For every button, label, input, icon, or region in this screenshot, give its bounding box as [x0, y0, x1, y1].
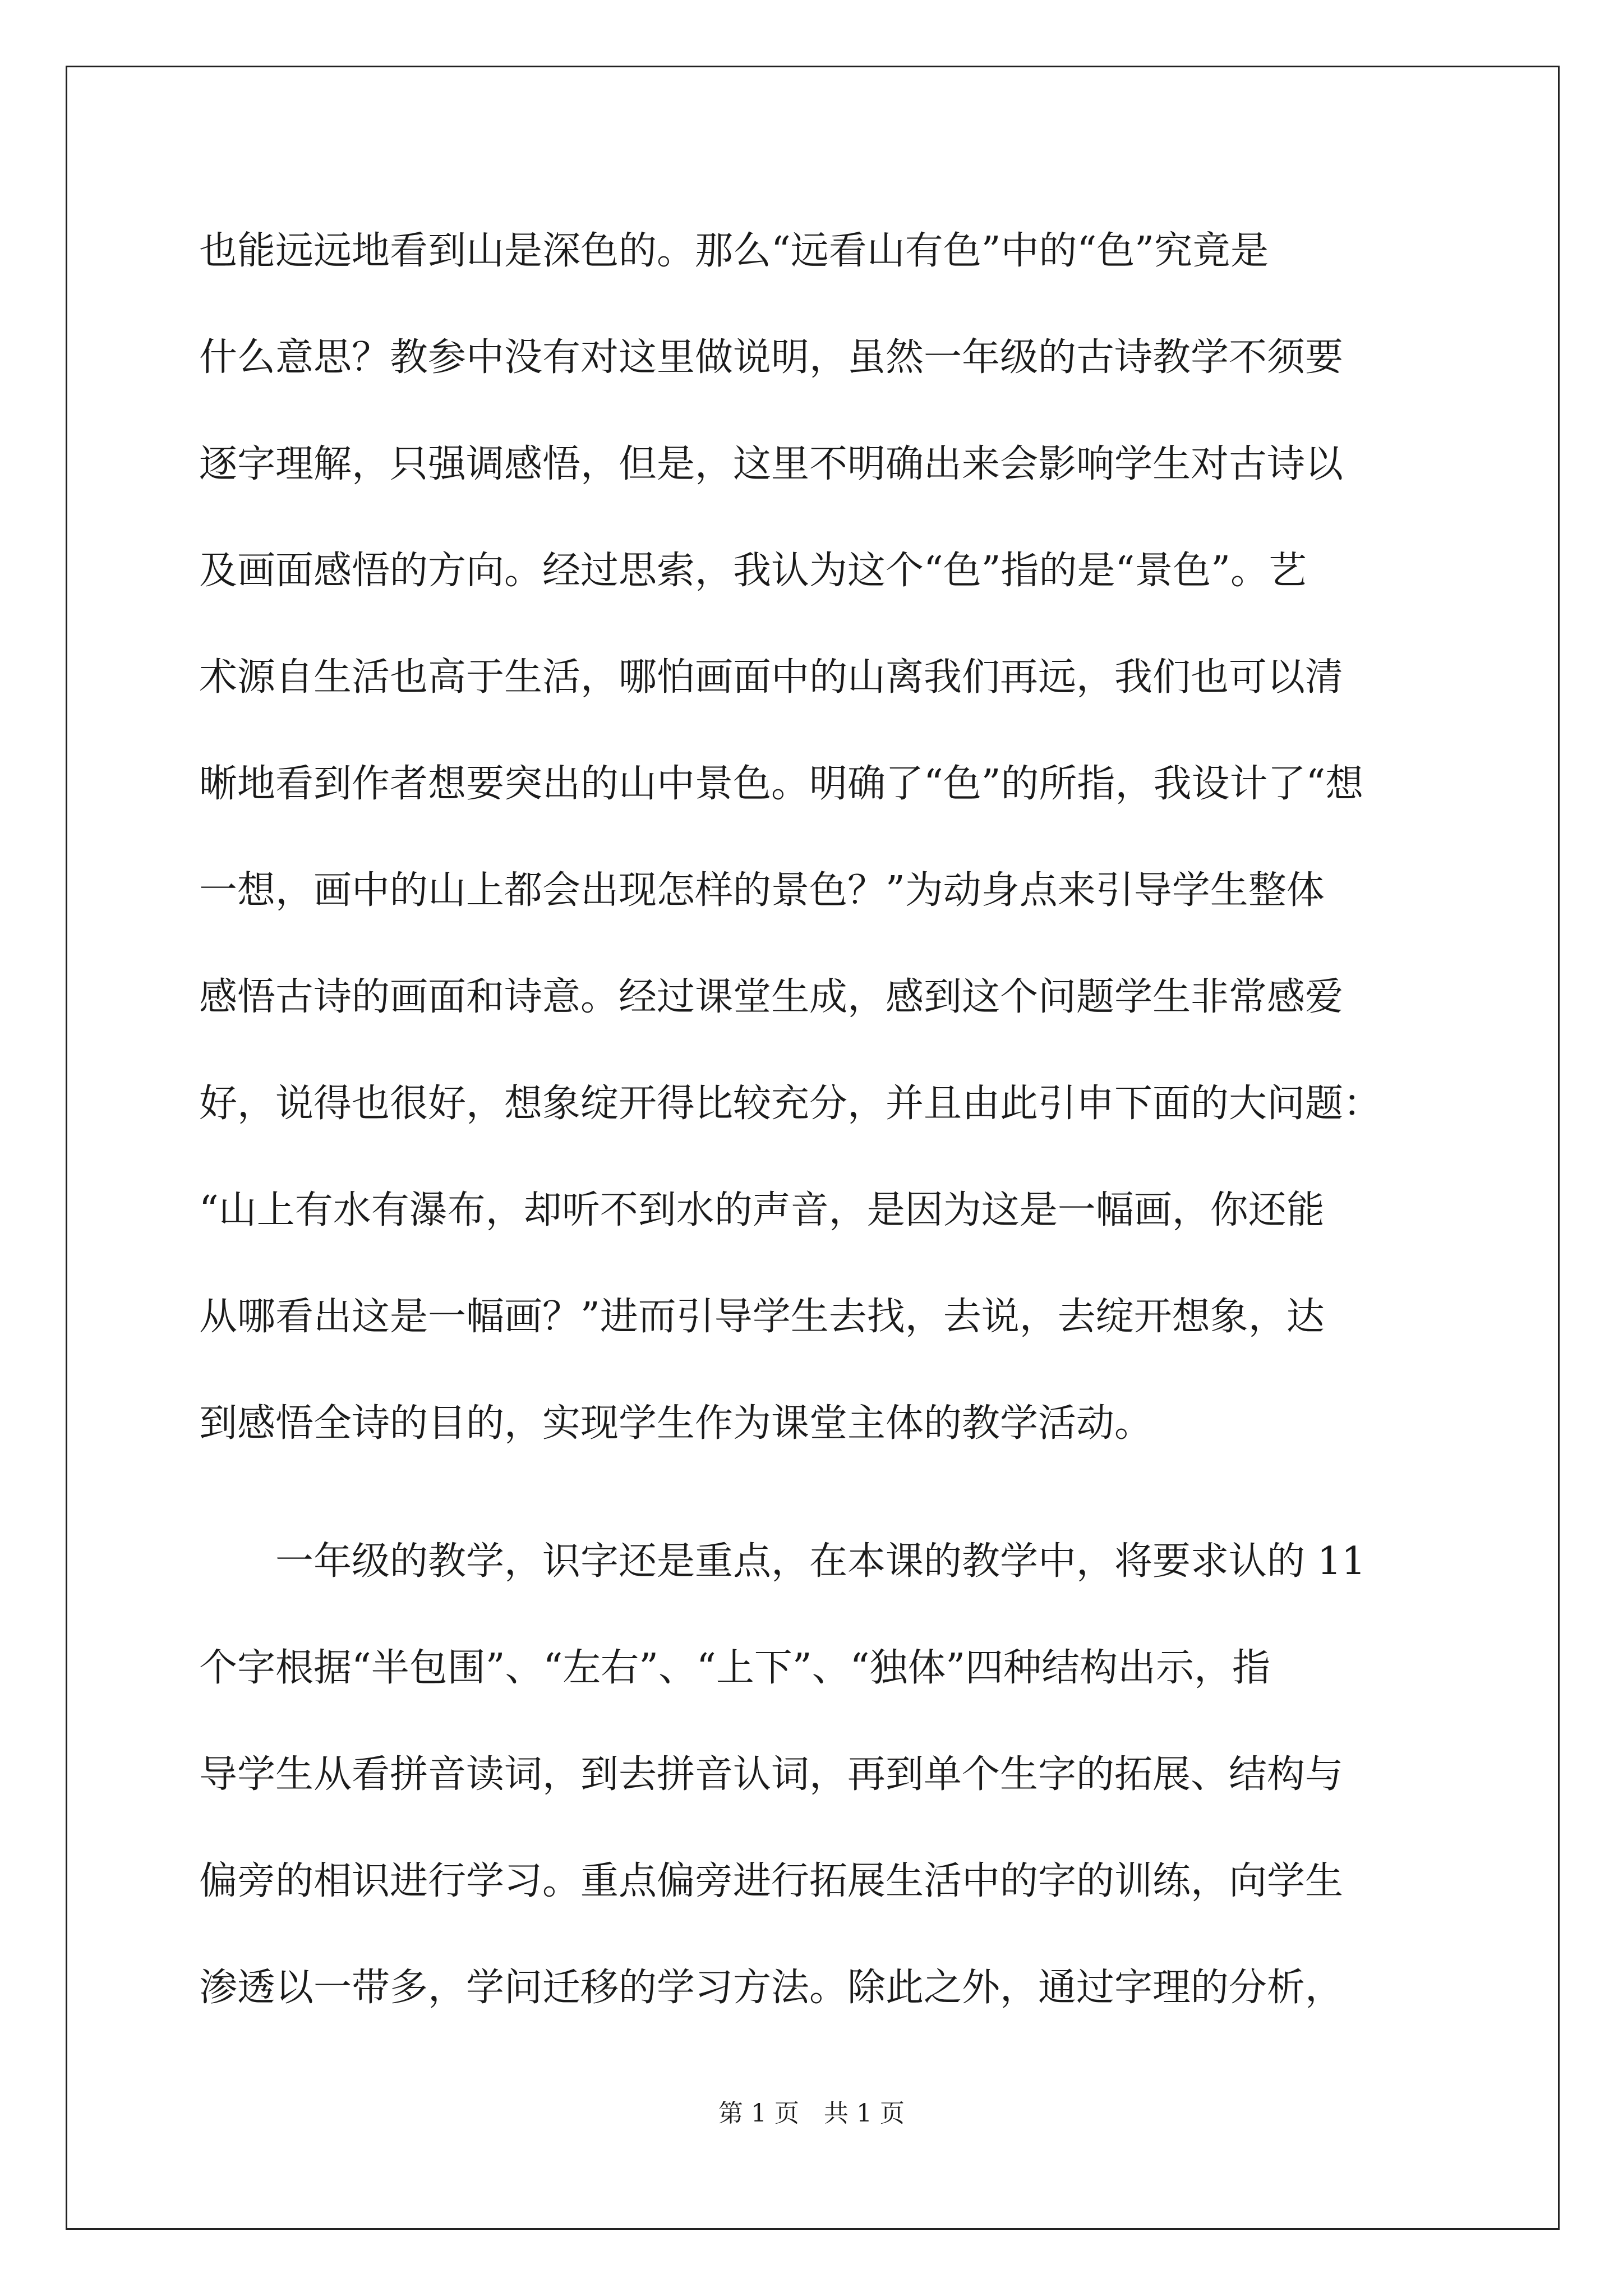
document-body [199, 212, 1433, 2055]
text-line: 术源自生活也高于生活，哪怕画面中的山离我们再远，我们也可以清 [199, 655, 1344, 700]
paragraph-1 [199, 212, 1433, 1491]
text-line: “山上有水有瀑布，却听不到水的声音，是因为这是一幅画，你还能 [199, 1188, 1325, 1232]
text-line: 也能远远地看到山是深色的。那么“远看山有色”中的“色”究竟是 [199, 229, 1269, 273]
text-line: 感悟古诗的画面和诗意。经过课堂生成，感到这个问题学生非常感爱 [199, 975, 1344, 1019]
text-line: 逐字理解，只强调感悟，但是，这里不明确出来会影响学生对古诗以 [199, 442, 1344, 486]
text-line: 渗透以一带多，学问迁移的学习方法。除此之外，通过字理的分析， [199, 1966, 1344, 2010]
text-line: 导学生从看拼音读词，到去拼音认词，再到单个生字的拓展、结构与 [199, 1752, 1344, 1797]
text-line: 及画面感悟的方向。经过思索，我认为这个“色”指的是“景色”。艺 [199, 549, 1307, 593]
text-line: 偏旁的相识进行学习。重点偏旁进行拓展生活中的字的训练，向学生 [199, 1859, 1344, 1903]
text-line: 一想，画中的山上都会出现怎样的景色？”为动身点来引导学生整体 [199, 868, 1325, 913]
page-footer [0, 2097, 1623, 2131]
text-line: 从哪看出这是一幅画？”进而引导学生去找，去说，去绽开想象，达 [199, 1295, 1325, 1339]
text-line: 到感悟全诗的目的，实现学生作为课堂主体的教学活动。 [199, 1401, 1153, 1446]
text-line: 什么意思？教参中没有对这里做说明，虽然一年级的古诗教学不须要 [199, 335, 1344, 380]
paragraph-spacer [199, 1491, 1433, 1522]
text-line: 晰地看到作者想要突出的山中景色。明确了“色”的所指，我设计了“想 [199, 762, 1364, 806]
text-line: 好，说得也很好，想象绽开得比较充分，并且由此引申下面的大问题： [199, 1082, 1382, 1126]
paragraph-2 [199, 1522, 1433, 2055]
page-number-label: 第 1 页 共 1 页 [718, 2099, 905, 2128]
text-line: 一年级的教学，识字还是重点，在本课的教学中，将要求认的 11 [275, 1539, 1366, 1584]
text-line: 个字根据“半包围”、“左右”、“上下”、“独体”四种结构出示，指 [199, 1646, 1271, 1690]
